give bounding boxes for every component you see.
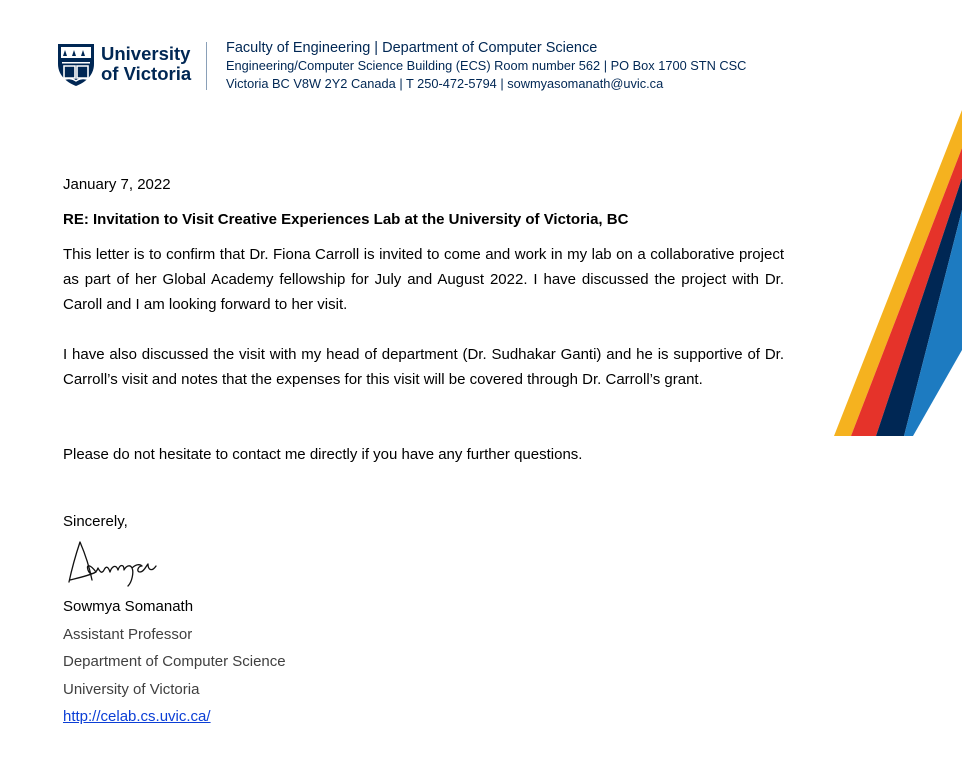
letter-date: January 7, 2022 xyxy=(63,176,171,193)
paragraph-3: Please do not hesitate to contact me directly if you have any further questions. xyxy=(63,446,583,463)
letterhead xyxy=(226,39,746,92)
university-wordmark xyxy=(101,44,191,84)
signer-institution: University of Victoria xyxy=(63,680,200,698)
letter-subject: RE: Invitation to Visit Creative Experiences Lab at the University of Victoria, BC xyxy=(63,211,629,228)
uvic-shield-icon xyxy=(56,42,96,88)
header-divider xyxy=(206,42,207,90)
paragraph-2: I have also discussed the visit with my head of department (Dr. Sudhakar Ganti) and he is supportive of Dr. Carroll’s visit and notes that the expenses for this visit will be covered through Dr. Carroll’s grant. xyxy=(63,346,784,388)
signer-department: Department of Computer Science xyxy=(63,653,286,670)
university-logo xyxy=(56,42,196,92)
department-line: Faculty of Engineering | Department of Computer Science xyxy=(226,40,598,56)
lab-website-link[interactable]: http://celab.cs.uvic.ca/ xyxy=(63,708,211,725)
wordmark-line-1: University xyxy=(101,43,191,64)
handwritten-signature xyxy=(66,536,166,588)
paragraph-1: This letter is to confirm that Dr. Fiona Carroll is invited to come and work in my lab on a collaborative project as part of her Global Academy fellowship for July and August 2022. I have discussed the project with Dr. Caroll and I am looking forward to her visit. xyxy=(63,246,784,313)
signer-name: Sowmya Somanath xyxy=(63,598,194,615)
address-line-1: Engineering/Computer Science Building (ECS) Room number 562 | PO Box 1700 STN CSC xyxy=(226,58,747,73)
signer-title: Assistant Professor xyxy=(63,625,193,643)
decorative-stripes xyxy=(834,110,962,436)
address-line-2: Victoria BC V8W 2Y2 Canada | T 250-472-5794 | sowmyasomanath@uvic.ca xyxy=(226,75,664,91)
signer-block xyxy=(63,593,286,731)
closing: Sincerely, xyxy=(63,513,128,530)
wordmark-line-2: of Victoria xyxy=(101,63,192,84)
